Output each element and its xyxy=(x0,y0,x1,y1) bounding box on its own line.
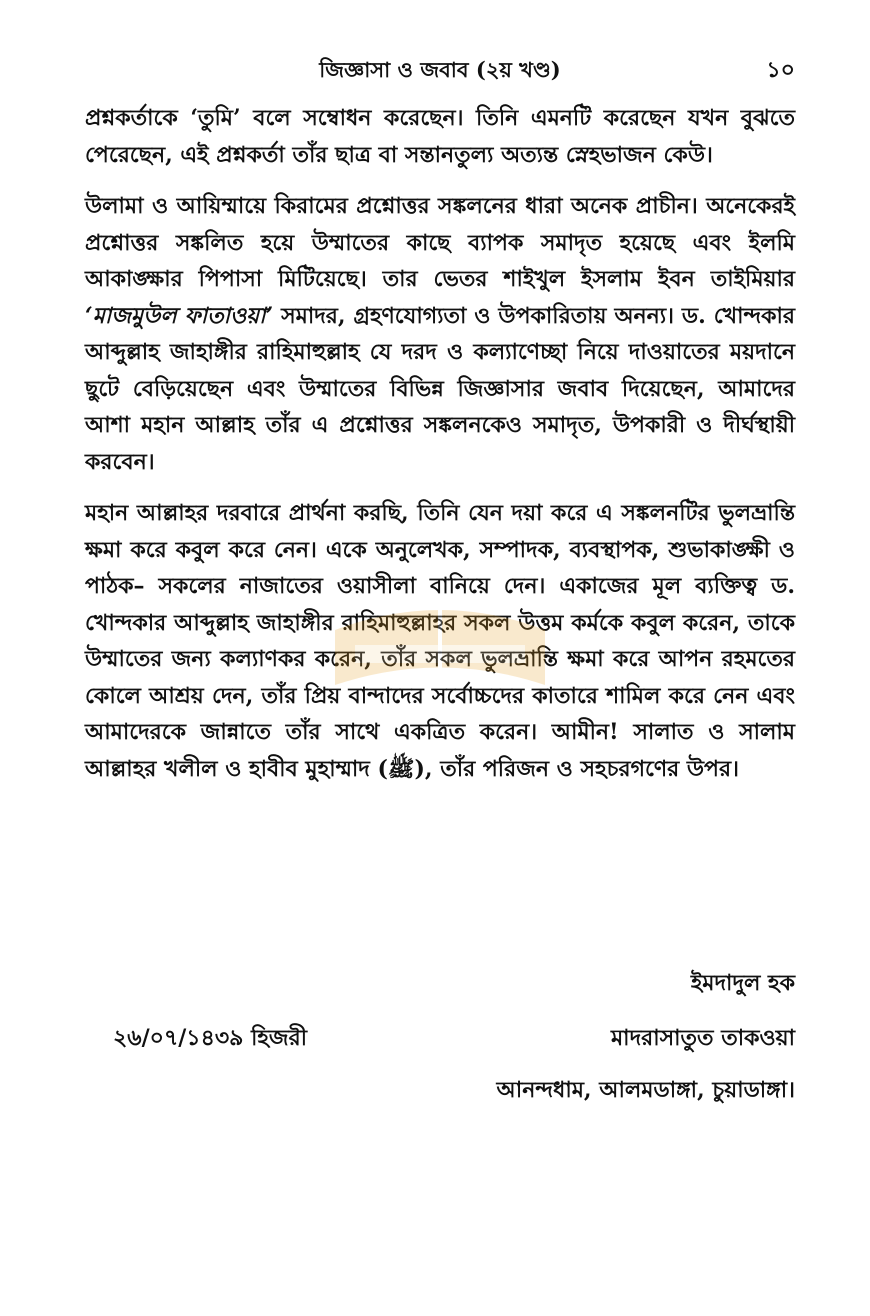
paragraph-2-text-start: উলামা ও আয়িম্মায়ে কিরামের প্রশ্নোত্তর সঙ্কলনের ধারা অনেক প্রাচীন। অনেকেরই প্রশ্নোত্তর সঙ্কলিত হয়ে উম্মাতের কাছে ব্যাপক সমাদৃত হয়েছে এবং ইলমি আকাঙ্ক্ষার পিপাসা মিটিয়েছে। তার ভেতর শাইখুল ইসলাম ইবন তাইমিয়ার xyxy=(85,193,795,292)
paragraph-3 xyxy=(85,495,795,787)
paragraph-3-text: মহান আল্লাহর দরবারে প্রার্থনা করছি, তিনি যেন দয়া করে এ সঙ্কলনটির ভুলভ্রান্তি ক্ষমা করে কবুল করে নেন। একে অনুলেখক, সম্পাদক, ব্যবস্থাপক, শুভাকাঙ্ক্ষী ও পাঠক– সকলের নাজাতের ওয়াসীলা বানিয়ে দেন। একাজের মূল ব্যক্তিত্ব ড. খোন্দকার আব্দুল্লাহ জাহাঙ্গীর রাহিমাহুল্লাহর সকল উত্তম কর্মকে কবুল করেন, তাকে উম্মাতের জন্য কল্যাণকর করেন, তাঁর সকল ভুলভ্রান্তি ক্ষমা করে আপন রহমতের কোলে আশ্রয় দেন, তাঁর প্রিয় বান্দাদের সর্বোচ্চদের কাতারে শামিল করে নেন এবং আমাদেরকে জান্নাতে তাঁর সাথে একত্রিত করেন। আমীন! সালাত ও সালাম আল্লাহর খলীল ও হাবীব মুহাম্মাদ (ﷺ), তাঁর পরিজন ও সহচরগণের উপর। xyxy=(85,500,795,782)
paragraph-1-text: প্রশ্নকর্তাকে ‘তুমি’ বলে সম্বোধন করেছেন। তিনি এমনটি করেছেন যখন বুঝতে পেরেছেন, এই প্রশ্নকর্তা তাঁর ছাত্র বা সন্তানতুল্য অত্যন্ত স্নেহভাজন কেউ। xyxy=(85,105,795,168)
paragraph-1 xyxy=(85,100,795,173)
running-title: জিজ্ঞাসা ও জবাব (২য় খণ্ড) xyxy=(319,57,561,82)
author-name: ইমদাদুল হক xyxy=(690,970,795,996)
institution-name: মাদরাসাতুত তাকওয়া xyxy=(610,1025,795,1051)
paragraph-2 xyxy=(85,188,795,480)
paragraph-2-text-end: সমাদর, গ্রহণযোগ্যতা ও উপকারিতায় অনন্য। ড. খোন্দকার আব্দুল্লাহ জাহাঙ্গীর রাহিমাহুল্লাহ যে দরদ ও কল্যাণেচ্ছা নিয়ে দাওয়াতের ময়দানে ছুটে বেড়িয়েছেন এবং উম্মাতের বিভিন্ন জিজ্ঞাসার জবাব দিয়েছেন, আমাদের আশা মহান আল্লাহ তাঁর এ প্রশ্নোত্তর সঙ্কলনকেও সমাদৃত, উপকারী ও দীর্ঘস্থায়ী করবেন। xyxy=(85,302,795,475)
page-header xyxy=(85,52,795,88)
page-number: ১০ xyxy=(766,57,795,83)
address: আনন্দধাম, আলমডাঙ্গা, চুয়াডাঙ্গা। xyxy=(496,1077,795,1103)
hijri-date: ২৬/০৭/১৪৩৯ হিজরী xyxy=(113,1025,308,1051)
book-title-italic: ‘মাজমুউল ফাতাওয়া’ xyxy=(85,302,274,329)
body-text xyxy=(85,100,795,802)
